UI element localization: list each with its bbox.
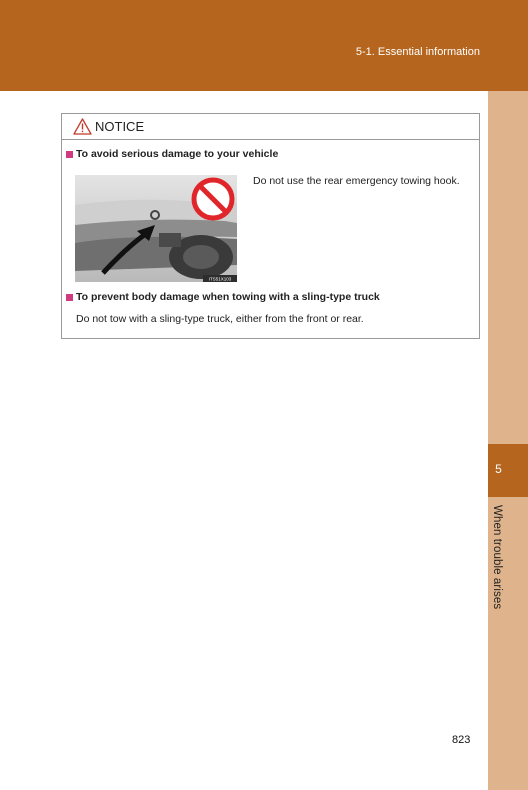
warning-triangle-icon [73,118,92,135]
towing-hook-photo [75,175,237,282]
notice-item-text: Do not use the rear emergency towing hook. [253,175,460,187]
notice-item-heading [66,148,278,160]
section-title: 5-1. Essential information [355,46,480,58]
chapter-name: When trouble arises [491,505,503,610]
chapter-number: 5 [495,462,502,476]
notice-item-heading-text: To prevent body damage when towing with a sling-type truck [76,291,380,303]
notice-item-text: Do not tow with a sling-type truck, either from the front or rear. [76,313,364,325]
header-banner [0,0,528,91]
page-number: 823 [452,734,471,746]
notice-title: NOTICE [95,119,145,134]
image-code: ITS51X103 [208,276,232,282]
bullet-square-icon [66,294,73,301]
notice-item-heading [66,291,380,303]
side-margin-strip [488,91,528,790]
notice-header [62,114,479,140]
chapter-tab [488,444,528,497]
notice-item-heading-text: To avoid serious damage to your vehicle [76,148,279,160]
notice-box [61,113,480,339]
bullet-square-icon [66,151,73,158]
